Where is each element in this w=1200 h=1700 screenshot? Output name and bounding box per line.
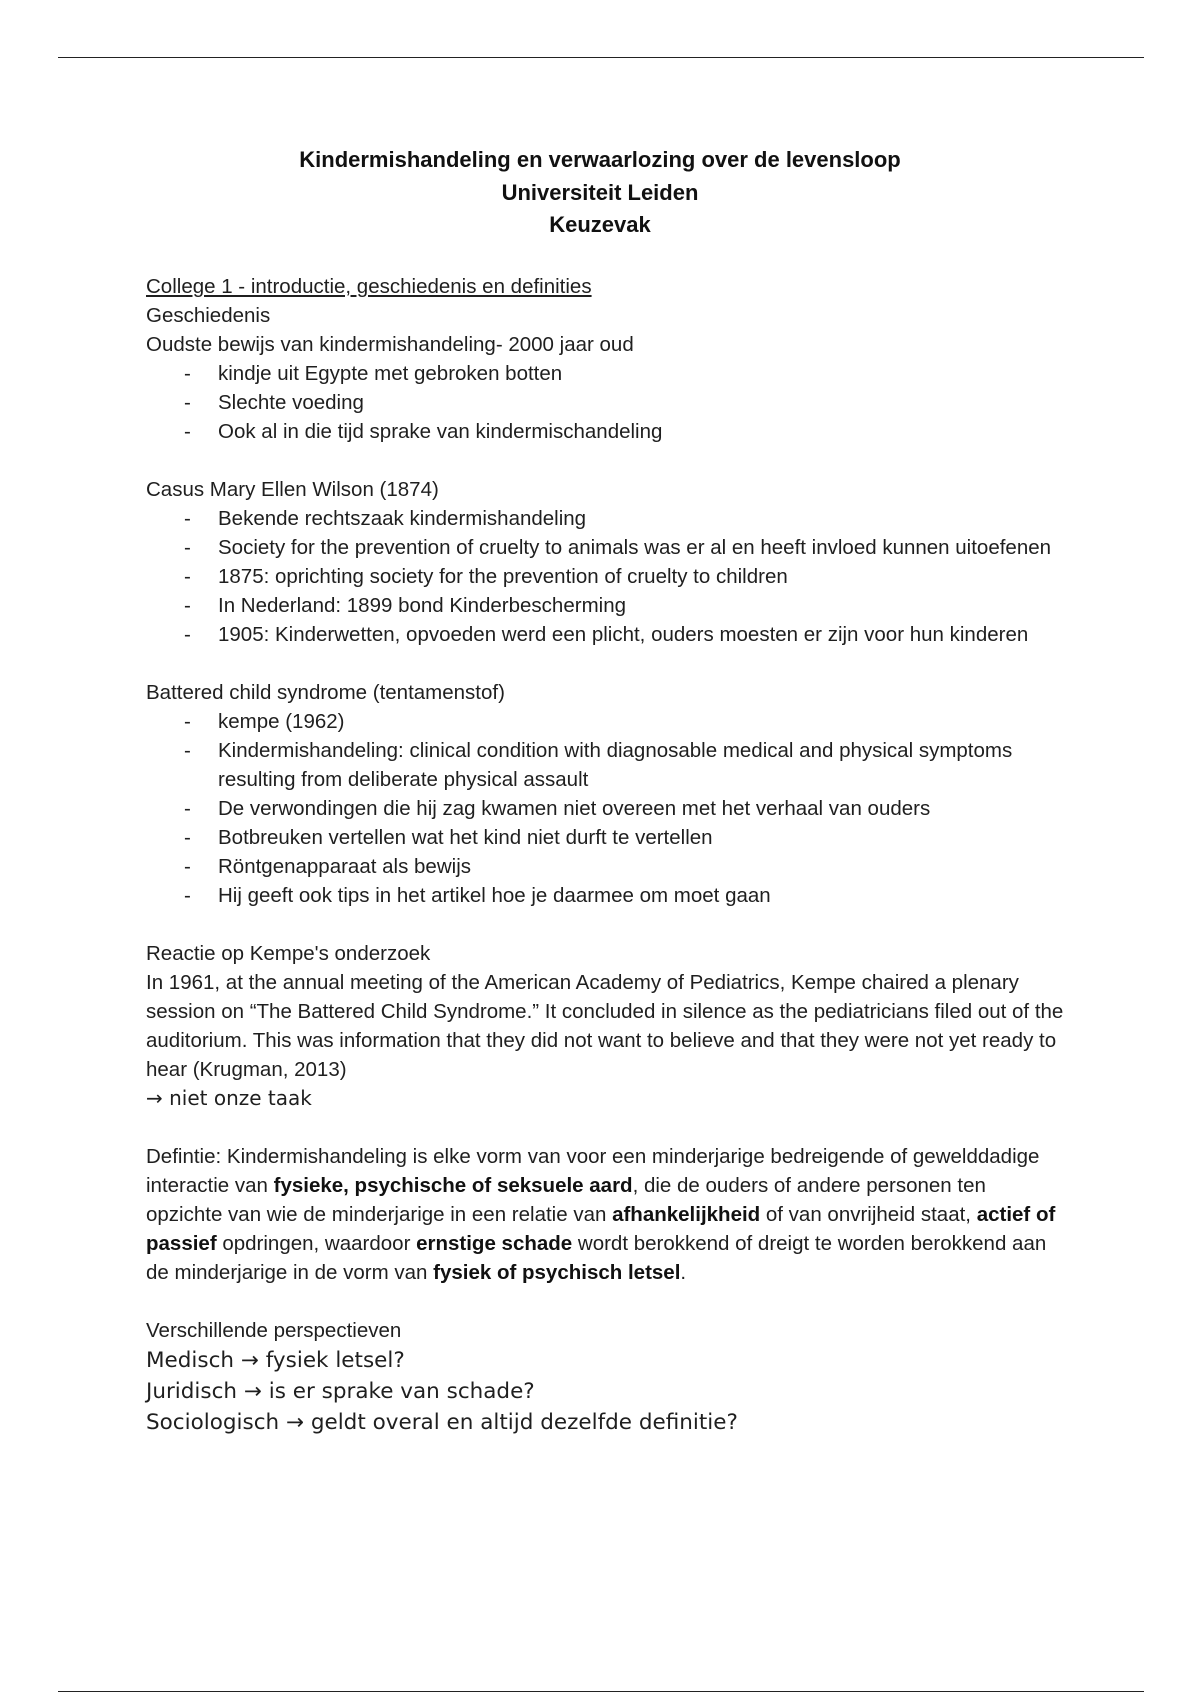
top-rule xyxy=(58,57,1144,58)
document-body xyxy=(146,272,1066,1438)
bottom-rule xyxy=(58,1691,1144,1692)
history-label: Geschiedenis xyxy=(146,304,271,327)
list-item: - Bekende rechtszaak kindermishandeling xyxy=(146,504,1066,533)
history-list xyxy=(146,359,1066,446)
list-item: - Hij geeft ook tips in het artikel hoe je daarmee om moet gaan xyxy=(146,881,1066,910)
university-name: Universiteit Leiden xyxy=(501,179,699,205)
oldest-evidence: Oudste bewijs van kindermishandeling- 2000 jaar oud xyxy=(146,333,634,356)
definition-emphasis: afhankelijkheid xyxy=(612,1203,761,1226)
list-item: - kempe (1962) xyxy=(146,707,1066,736)
perspectives-heading: Verschillende perspectieven xyxy=(146,1319,402,1342)
list-item: - kindje uit Egypte met gebroken botten xyxy=(146,359,1066,388)
list-item: - Slechte voeding xyxy=(146,388,1066,417)
college-heading: College 1 - introductie, geschiedenis en definities xyxy=(146,275,592,298)
perspective-legal: Juridisch → is er sprake van schade? xyxy=(146,1379,535,1404)
document-title: Kindermishandeling en verwaarlozing over de levensloop xyxy=(299,147,901,172)
definition-emphasis: actief of passief xyxy=(146,1203,1056,1255)
list-item: - Botbreuken vertellen wat het kind niet durft te vertellen xyxy=(146,823,1066,852)
list-item: - Kindermishandeling: clinical condition with diagnosable medical and physical symptoms resulting from deliberate physical assault xyxy=(146,736,1066,794)
list-item: - Ook al in die tijd sprake van kindermischandeling xyxy=(146,417,1066,446)
course-type: Keuzevak xyxy=(549,212,651,237)
reaction-quote: In 1961, at the annual meeting of the American Academy of Pediatrics, Kempe chaired a plenary session on “The Battered Child Syndrome.” It concluded in silence as the pediatricians filed out of the auditorium. This was information that they did not want to believe and that they were not yet ready to hear (Krugman, 2013) xyxy=(146,971,1064,1081)
document-header xyxy=(0,144,1200,242)
mary-ellen-list xyxy=(146,504,1066,649)
perspective-medical: Medisch → fysiek letsel? xyxy=(146,1348,405,1373)
list-item: - Röntgenapparaat als bewijs xyxy=(146,852,1066,881)
reaction-note: → niet onze taak xyxy=(146,1086,312,1110)
perspective-sociological: Sociologisch → geldt overal en altijd dezelfde definitie? xyxy=(146,1410,738,1435)
list-item: - De verwondingen die hij zag kwamen niet overeen met het verhaal van ouders xyxy=(146,794,1066,823)
list-item: - Society for the prevention of cruelty to animals was er al en heeft invloed kunnen uitoefenen xyxy=(146,533,1066,562)
list-item: - 1875: oprichting society for the prevention of cruelty to children xyxy=(146,562,1066,591)
definition-paragraph: Defintie: Kindermishandeling is elke vorm van voor een minderjarige bedreigende of gewelddadige interactie van fysieke, psychische of seksuele aard, die de ouders of andere personen ten opzichte van wie de minderjarige in een relatie van afhankelijkheid of van onvrijheid staat, actief of passief opdringen, waardoor ernstige schade wordt berokkend of dreigt te worden berokkend aan de minderjarige in de vorm van fysiek of psychisch letsel. xyxy=(146,1145,1056,1284)
definition-emphasis: fysieke, psychische of seksuele aard xyxy=(273,1174,633,1197)
battered-heading: Battered child syndrome (tentamenstof) xyxy=(146,681,505,704)
battered-list xyxy=(146,707,1066,910)
list-item: - 1905: Kinderwetten, opvoeden werd een plicht, ouders moesten er zijn voor hun kinderen xyxy=(146,620,1066,649)
reaction-heading: Reactie op Kempe's onderzoek xyxy=(146,942,431,965)
definition-emphasis: fysiek of psychisch letsel xyxy=(433,1261,681,1284)
list-item: - In Nederland: 1899 bond Kinderbescherming xyxy=(146,591,1066,620)
definition-emphasis: ernstige schade xyxy=(416,1232,573,1255)
mary-ellen-heading: Casus Mary Ellen Wilson (1874) xyxy=(146,478,439,501)
